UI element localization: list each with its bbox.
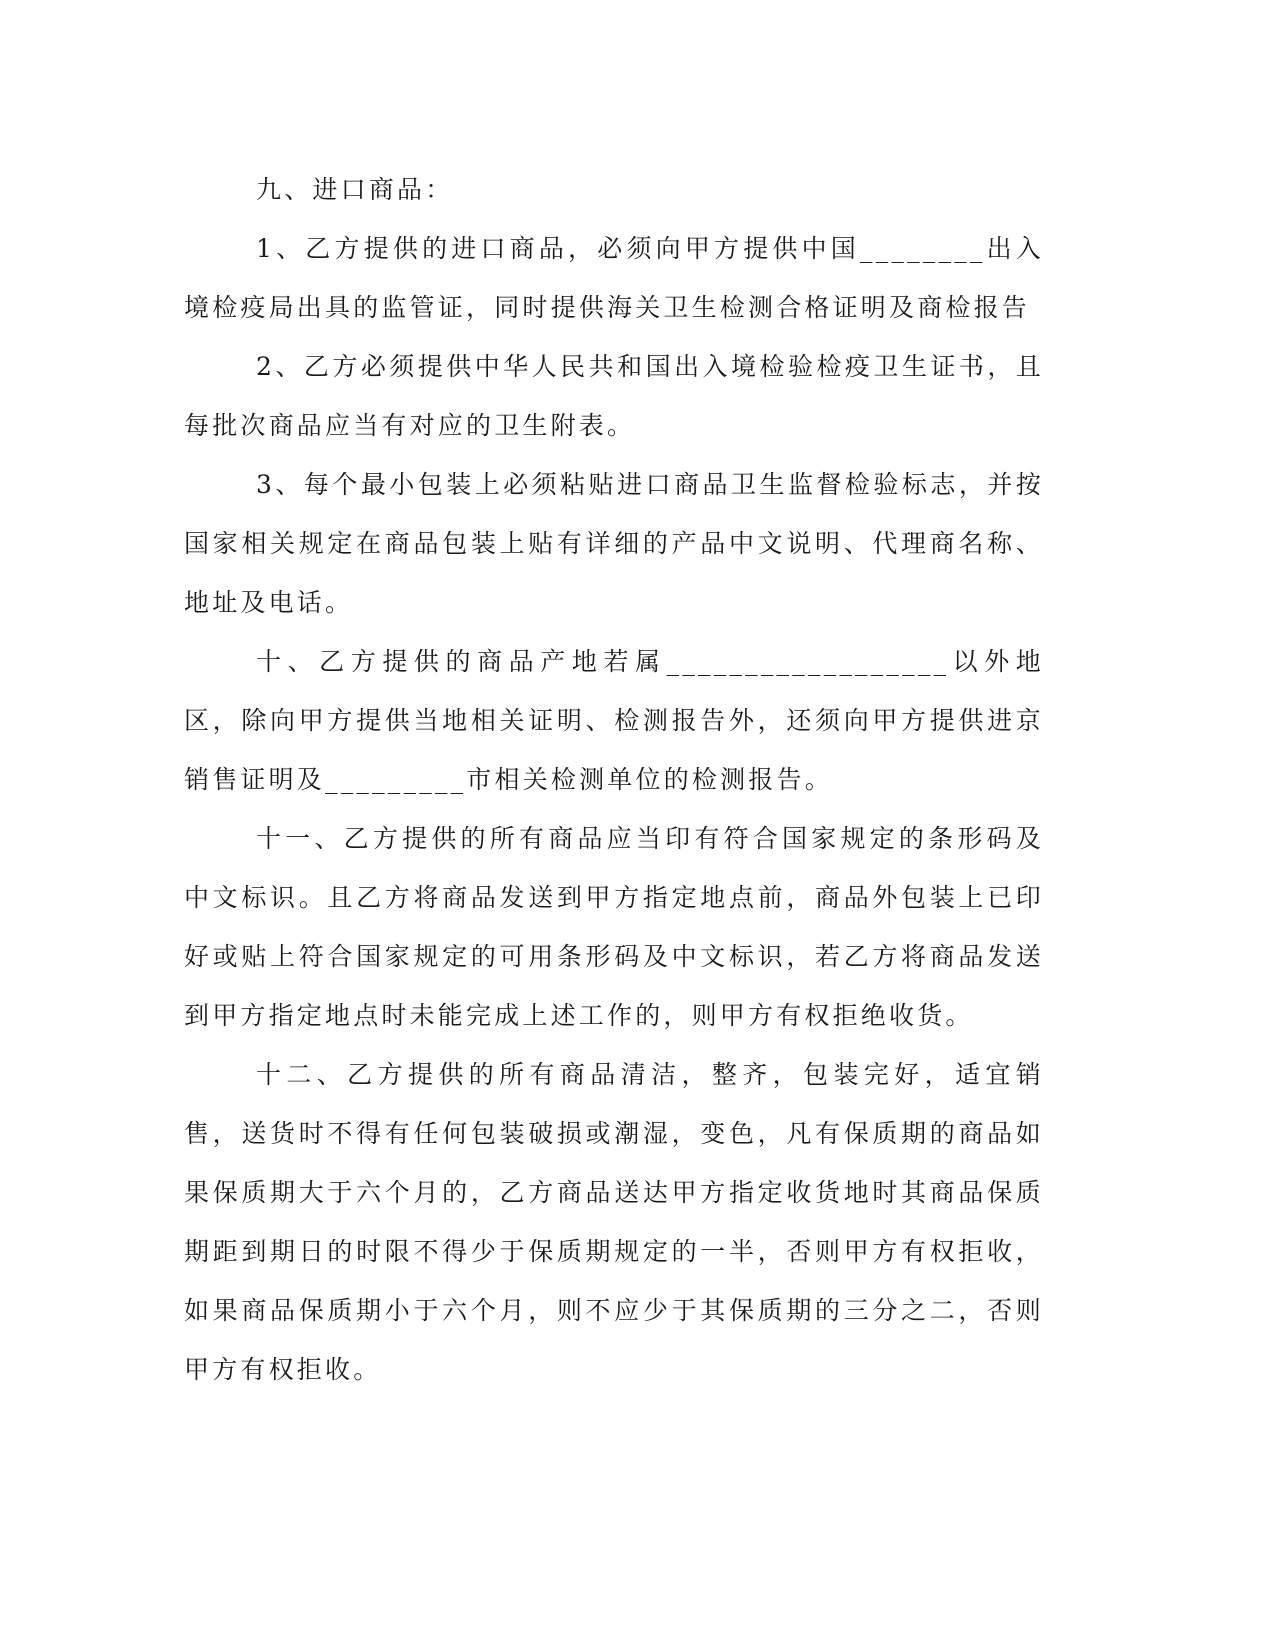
paragraph-section-12 xyxy=(184,1045,1044,1399)
paragraph-text: 1、乙方提供的进口商品，必须向甲方提供中国________出入境检疫局出具的监管证，同时提供海关卫生检测合格证明及商检报告 xyxy=(184,234,1044,322)
paragraph-section-9-heading xyxy=(184,160,1044,219)
paragraph-text: 3、每个最小包装上必须粘贴进口商品卫生监督检验标志，并按国家相关规定在商品包装上贴有详细的产品中文说明、代理商名称、地址及电话。 xyxy=(184,470,1044,617)
document-body xyxy=(184,160,1044,1399)
paragraph-section-9-item-1 xyxy=(184,219,1044,337)
paragraph-text: 十、乙方提供的商品产地若属__________________以外地区，除向甲方提供当地相关证明、检测报告外，还须向甲方提供进京销售证明及_________市相关检测单位的检测报告。 xyxy=(184,647,1044,794)
paragraph-text: 九、进口商品： xyxy=(256,175,454,204)
paragraph-text: 十二、乙方提供的所有商品清洁，整齐，包装完好，适宜销售，送货时不得有任何包装破损或潮湿，变色，凡有保质期的商品如果保质期大于六个月的，乙方商品送达甲方指定收货地时其商品保质期距到期日的时限不得少于保质期规定的一半，否则甲方有权拒收，如果商品保质期小于六个月，则不应少于其保质期的三分之二，否则甲方有权拒收。 xyxy=(184,1060,1044,1384)
paragraph-section-10 xyxy=(184,632,1044,809)
paragraph-text: 2、乙方必须提供中华人民共和国出入境检验检疫卫生证书，且每批次商品应当有对应的卫生附表。 xyxy=(184,352,1044,440)
paragraph-section-11 xyxy=(184,809,1044,1045)
paragraph-section-9-item-2 xyxy=(184,337,1044,455)
paragraph-section-9-item-3 xyxy=(184,455,1044,632)
paragraph-text: 十一、乙方提供的所有商品应当印有符合国家规定的条形码及中文标识。且乙方将商品发送到甲方指定地点前，商品外包装上已印好或贴上符合国家规定的可用条形码及中文标识，若乙方将商品发送到甲方指定地点时未能完成上述工作的，则甲方有权拒绝收货。 xyxy=(184,824,1044,1030)
